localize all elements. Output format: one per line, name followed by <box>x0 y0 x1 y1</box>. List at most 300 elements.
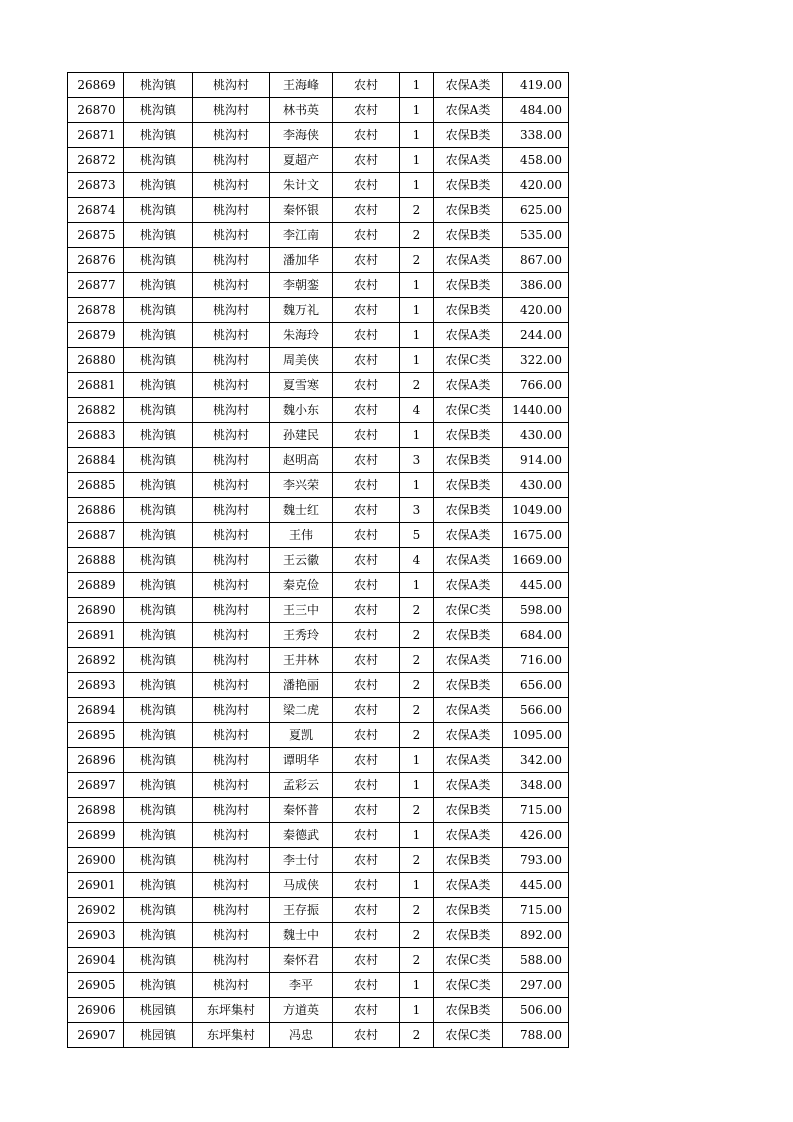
cell-village: 桃沟村 <box>193 348 270 373</box>
cell-town: 桃沟镇 <box>124 823 193 848</box>
table-row <box>68 673 569 698</box>
cell-amount: 716.00 <box>503 648 569 673</box>
cell-name: 王伟 <box>270 523 333 548</box>
cell-town: 桃沟镇 <box>124 898 193 923</box>
cell-category: 农保A类 <box>434 698 503 723</box>
cell-category: 农保A类 <box>434 823 503 848</box>
cell-amount: 420.00 <box>503 298 569 323</box>
cell-village: 桃沟村 <box>193 748 270 773</box>
cell-amount: 430.00 <box>503 423 569 448</box>
cell-id: 26894 <box>68 698 124 723</box>
cell-category: 农保C类 <box>434 348 503 373</box>
cell-type: 农村 <box>333 773 400 798</box>
cell-category: 农保A类 <box>434 523 503 548</box>
table-row <box>68 748 569 773</box>
cell-village: 桃沟村 <box>193 973 270 998</box>
cell-town: 桃沟镇 <box>124 398 193 423</box>
cell-category: 农保B类 <box>434 498 503 523</box>
cell-count: 2 <box>400 723 434 748</box>
cell-name: 李士付 <box>270 848 333 873</box>
cell-count: 3 <box>400 498 434 523</box>
cell-name: 周美侠 <box>270 348 333 373</box>
cell-amount: 588.00 <box>503 948 569 973</box>
cell-village: 桃沟村 <box>193 373 270 398</box>
cell-id: 26900 <box>68 848 124 873</box>
cell-type: 农村 <box>333 898 400 923</box>
cell-village: 桃沟村 <box>193 573 270 598</box>
cell-id: 26885 <box>68 473 124 498</box>
cell-id: 26876 <box>68 248 124 273</box>
cell-count: 1 <box>400 348 434 373</box>
cell-village: 桃沟村 <box>193 473 270 498</box>
cell-name: 潘艳丽 <box>270 673 333 698</box>
cell-name: 魏小东 <box>270 398 333 423</box>
cell-village: 桃沟村 <box>193 398 270 423</box>
cell-id: 26883 <box>68 423 124 448</box>
cell-category: 农保A类 <box>434 648 503 673</box>
cell-amount: 426.00 <box>503 823 569 848</box>
cell-village: 桃沟村 <box>193 823 270 848</box>
cell-category: 农保C类 <box>434 973 503 998</box>
cell-name: 王存振 <box>270 898 333 923</box>
cell-count: 2 <box>400 848 434 873</box>
cell-count: 5 <box>400 523 434 548</box>
cell-count: 2 <box>400 648 434 673</box>
cell-village: 桃沟村 <box>193 98 270 123</box>
cell-town: 桃沟镇 <box>124 673 193 698</box>
table-row <box>68 273 569 298</box>
cell-category: 农保C类 <box>434 1023 503 1048</box>
cell-id: 26901 <box>68 873 124 898</box>
cell-type: 农村 <box>333 323 400 348</box>
cell-id: 26892 <box>68 648 124 673</box>
cell-name: 朱计文 <box>270 173 333 198</box>
cell-count: 1 <box>400 123 434 148</box>
cell-type: 农村 <box>333 723 400 748</box>
cell-town: 桃沟镇 <box>124 223 193 248</box>
cell-town: 桃沟镇 <box>124 173 193 198</box>
cell-amount: 297.00 <box>503 973 569 998</box>
cell-town: 桃沟镇 <box>124 373 193 398</box>
cell-type: 农村 <box>333 948 400 973</box>
cell-type: 农村 <box>333 973 400 998</box>
cell-name: 秦怀君 <box>270 948 333 973</box>
cell-count: 4 <box>400 548 434 573</box>
cell-type: 农村 <box>333 73 400 98</box>
cell-count: 1 <box>400 873 434 898</box>
cell-type: 农村 <box>333 748 400 773</box>
cell-town: 桃园镇 <box>124 998 193 1023</box>
cell-amount: 715.00 <box>503 898 569 923</box>
table-row <box>68 848 569 873</box>
cell-village: 桃沟村 <box>193 723 270 748</box>
cell-town: 桃沟镇 <box>124 698 193 723</box>
cell-type: 农村 <box>333 673 400 698</box>
cell-category: 农保A类 <box>434 373 503 398</box>
cell-category: 农保B类 <box>434 473 503 498</box>
cell-category: 农保B类 <box>434 198 503 223</box>
cell-count: 1 <box>400 298 434 323</box>
cell-name: 魏士红 <box>270 498 333 523</box>
cell-id: 26891 <box>68 623 124 648</box>
cell-type: 农村 <box>333 798 400 823</box>
cell-count: 1 <box>400 973 434 998</box>
cell-type: 农村 <box>333 198 400 223</box>
table-row <box>68 873 569 898</box>
cell-town: 桃沟镇 <box>124 498 193 523</box>
cell-category: 农保A类 <box>434 148 503 173</box>
cell-count: 1 <box>400 748 434 773</box>
cell-village: 桃沟村 <box>193 948 270 973</box>
table-row <box>68 373 569 398</box>
table-row <box>68 123 569 148</box>
table-row <box>68 773 569 798</box>
cell-count: 2 <box>400 373 434 398</box>
cell-village: 桃沟村 <box>193 523 270 548</box>
cell-category: 农保A类 <box>434 748 503 773</box>
cell-type: 农村 <box>333 998 400 1023</box>
cell-id: 26886 <box>68 498 124 523</box>
cell-village: 桃沟村 <box>193 423 270 448</box>
table-row <box>68 198 569 223</box>
cell-town: 桃沟镇 <box>124 873 193 898</box>
cell-type: 农村 <box>333 1023 400 1048</box>
cell-id: 26877 <box>68 273 124 298</box>
cell-amount: 419.00 <box>503 73 569 98</box>
cell-count: 1 <box>400 423 434 448</box>
table-row <box>68 298 569 323</box>
cell-town: 桃沟镇 <box>124 298 193 323</box>
cell-category: 农保A类 <box>434 548 503 573</box>
cell-type: 农村 <box>333 148 400 173</box>
cell-village: 桃沟村 <box>193 498 270 523</box>
cell-amount: 342.00 <box>503 748 569 773</box>
cell-id: 26872 <box>68 148 124 173</box>
cell-count: 1 <box>400 173 434 198</box>
cell-amount: 244.00 <box>503 323 569 348</box>
cell-village: 桃沟村 <box>193 673 270 698</box>
cell-amount: 386.00 <box>503 273 569 298</box>
table-row <box>68 148 569 173</box>
cell-name: 李江南 <box>270 223 333 248</box>
cell-town: 桃沟镇 <box>124 523 193 548</box>
table-row <box>68 248 569 273</box>
cell-id: 26869 <box>68 73 124 98</box>
cell-name: 赵明高 <box>270 448 333 473</box>
cell-type: 农村 <box>333 598 400 623</box>
cell-amount: 566.00 <box>503 698 569 723</box>
cell-town: 桃沟镇 <box>124 348 193 373</box>
cell-village: 桃沟村 <box>193 123 270 148</box>
cell-amount: 1440.00 <box>503 398 569 423</box>
cell-town: 桃沟镇 <box>124 773 193 798</box>
cell-type: 农村 <box>333 98 400 123</box>
cell-town: 桃沟镇 <box>124 798 193 823</box>
table-row <box>68 798 569 823</box>
table-row <box>68 323 569 348</box>
cell-type: 农村 <box>333 448 400 473</box>
cell-name: 王秀玲 <box>270 623 333 648</box>
cell-village: 桃沟村 <box>193 248 270 273</box>
cell-count: 2 <box>400 623 434 648</box>
cell-name: 秦怀银 <box>270 198 333 223</box>
cell-type: 农村 <box>333 248 400 273</box>
table-row <box>68 948 569 973</box>
cell-name: 秦克俭 <box>270 573 333 598</box>
cell-village: 桃沟村 <box>193 623 270 648</box>
table-row <box>68 423 569 448</box>
cell-town: 桃沟镇 <box>124 123 193 148</box>
cell-name: 林书英 <box>270 98 333 123</box>
cell-village: 东坪集村 <box>193 1023 270 1048</box>
cell-id: 26897 <box>68 773 124 798</box>
cell-village: 桃沟村 <box>193 698 270 723</box>
cell-count: 1 <box>400 998 434 1023</box>
cell-count: 1 <box>400 73 434 98</box>
cell-count: 2 <box>400 1023 434 1048</box>
cell-amount: 625.00 <box>503 198 569 223</box>
cell-name: 王井林 <box>270 648 333 673</box>
cell-count: 1 <box>400 273 434 298</box>
cell-village: 桃沟村 <box>193 848 270 873</box>
cell-village: 桃沟村 <box>193 323 270 348</box>
cell-category: 农保A类 <box>434 73 503 98</box>
cell-name: 冯忠 <box>270 1023 333 1048</box>
cell-category: 农保B类 <box>434 798 503 823</box>
cell-category: 农保A类 <box>434 248 503 273</box>
cell-id: 26902 <box>68 898 124 923</box>
cell-type: 农村 <box>333 873 400 898</box>
cell-village: 桃沟村 <box>193 148 270 173</box>
cell-amount: 1095.00 <box>503 723 569 748</box>
cell-village: 桃沟村 <box>193 548 270 573</box>
cell-type: 农村 <box>333 698 400 723</box>
cell-amount: 430.00 <box>503 473 569 498</box>
cell-village: 东坪集村 <box>193 998 270 1023</box>
cell-village: 桃沟村 <box>193 223 270 248</box>
cell-amount: 445.00 <box>503 873 569 898</box>
cell-town: 桃沟镇 <box>124 748 193 773</box>
table-row <box>68 898 569 923</box>
cell-town: 桃沟镇 <box>124 548 193 573</box>
table-row <box>68 348 569 373</box>
cell-id: 26887 <box>68 523 124 548</box>
cell-village: 桃沟村 <box>193 923 270 948</box>
cell-village: 桃沟村 <box>193 298 270 323</box>
cell-count: 1 <box>400 773 434 798</box>
cell-count: 2 <box>400 598 434 623</box>
cell-count: 1 <box>400 573 434 598</box>
cell-amount: 1669.00 <box>503 548 569 573</box>
cell-type: 农村 <box>333 423 400 448</box>
table-row <box>68 223 569 248</box>
table-row <box>68 698 569 723</box>
cell-id: 26895 <box>68 723 124 748</box>
cell-count: 2 <box>400 673 434 698</box>
cell-category: 农保B类 <box>434 423 503 448</box>
cell-type: 农村 <box>333 223 400 248</box>
cell-name: 魏万礼 <box>270 298 333 323</box>
cell-town: 桃沟镇 <box>124 273 193 298</box>
table-row <box>68 523 569 548</box>
table-row <box>68 998 569 1023</box>
cell-id: 26870 <box>68 98 124 123</box>
cell-id: 26889 <box>68 573 124 598</box>
cell-type: 农村 <box>333 848 400 873</box>
cell-name: 秦怀普 <box>270 798 333 823</box>
cell-village: 桃沟村 <box>193 873 270 898</box>
cell-type: 农村 <box>333 648 400 673</box>
cell-id: 26893 <box>68 673 124 698</box>
cell-name: 孟彩云 <box>270 773 333 798</box>
cell-count: 2 <box>400 698 434 723</box>
cell-count: 1 <box>400 823 434 848</box>
cell-amount: 338.00 <box>503 123 569 148</box>
cell-amount: 766.00 <box>503 373 569 398</box>
cell-town: 桃沟镇 <box>124 923 193 948</box>
table-row <box>68 648 569 673</box>
table-row <box>68 98 569 123</box>
cell-name: 李海侠 <box>270 123 333 148</box>
table-row <box>68 448 569 473</box>
cell-town: 桃沟镇 <box>124 948 193 973</box>
cell-village: 桃沟村 <box>193 798 270 823</box>
cell-amount: 656.00 <box>503 673 569 698</box>
cell-category: 农保B类 <box>434 123 503 148</box>
cell-id: 26879 <box>68 323 124 348</box>
table-row <box>68 398 569 423</box>
cell-category: 农保B类 <box>434 998 503 1023</box>
cell-count: 1 <box>400 473 434 498</box>
cell-category: 农保B类 <box>434 448 503 473</box>
cell-category: 农保C类 <box>434 948 503 973</box>
cell-amount: 535.00 <box>503 223 569 248</box>
cell-town: 桃沟镇 <box>124 148 193 173</box>
cell-town: 桃沟镇 <box>124 573 193 598</box>
cell-amount: 506.00 <box>503 998 569 1023</box>
cell-type: 农村 <box>333 398 400 423</box>
table-row <box>68 73 569 98</box>
cell-id: 26890 <box>68 598 124 623</box>
table-row <box>68 623 569 648</box>
cell-id: 26896 <box>68 748 124 773</box>
table-row <box>68 498 569 523</box>
cell-id: 26871 <box>68 123 124 148</box>
cell-village: 桃沟村 <box>193 448 270 473</box>
cell-village: 桃沟村 <box>193 73 270 98</box>
cell-type: 农村 <box>333 273 400 298</box>
cell-name: 夏雪寒 <box>270 373 333 398</box>
cell-name: 李朝銮 <box>270 273 333 298</box>
table-row <box>68 723 569 748</box>
cell-id: 26878 <box>68 298 124 323</box>
cell-name: 李平 <box>270 973 333 998</box>
cell-count: 2 <box>400 923 434 948</box>
table-body <box>68 73 569 1048</box>
cell-id: 26903 <box>68 923 124 948</box>
cell-id: 26874 <box>68 198 124 223</box>
table-row <box>68 823 569 848</box>
table-row <box>68 598 569 623</box>
cell-amount: 793.00 <box>503 848 569 873</box>
cell-amount: 484.00 <box>503 98 569 123</box>
cell-amount: 348.00 <box>503 773 569 798</box>
cell-town: 桃沟镇 <box>124 98 193 123</box>
cell-category: 农保C类 <box>434 398 503 423</box>
cell-category: 农保A类 <box>434 98 503 123</box>
table-row <box>68 548 569 573</box>
cell-type: 农村 <box>333 348 400 373</box>
cell-village: 桃沟村 <box>193 598 270 623</box>
cell-count: 1 <box>400 323 434 348</box>
cell-type: 农村 <box>333 623 400 648</box>
cell-amount: 867.00 <box>503 248 569 273</box>
cell-town: 桃沟镇 <box>124 473 193 498</box>
cell-amount: 420.00 <box>503 173 569 198</box>
cell-name: 朱海玲 <box>270 323 333 348</box>
cell-type: 农村 <box>333 573 400 598</box>
table-row <box>68 973 569 998</box>
cell-amount: 598.00 <box>503 598 569 623</box>
cell-id: 26906 <box>68 998 124 1023</box>
cell-category: 农保B类 <box>434 848 503 873</box>
cell-count: 1 <box>400 148 434 173</box>
cell-count: 2 <box>400 798 434 823</box>
cell-count: 2 <box>400 223 434 248</box>
cell-town: 桃沟镇 <box>124 448 193 473</box>
cell-town: 桃沟镇 <box>124 598 193 623</box>
cell-id: 26888 <box>68 548 124 573</box>
cell-count: 2 <box>400 198 434 223</box>
cell-type: 农村 <box>333 523 400 548</box>
cell-name: 王三中 <box>270 598 333 623</box>
cell-type: 农村 <box>333 373 400 398</box>
cell-id: 26898 <box>68 798 124 823</box>
cell-town: 桃沟镇 <box>124 198 193 223</box>
cell-type: 农村 <box>333 473 400 498</box>
cell-category: 农保B类 <box>434 898 503 923</box>
cell-id: 26880 <box>68 348 124 373</box>
cell-id: 26907 <box>68 1023 124 1048</box>
cell-town: 桃沟镇 <box>124 248 193 273</box>
cell-town: 桃沟镇 <box>124 648 193 673</box>
cell-name: 方道英 <box>270 998 333 1023</box>
cell-name: 马成侠 <box>270 873 333 898</box>
cell-category: 农保A类 <box>434 773 503 798</box>
cell-category: 农保B类 <box>434 173 503 198</box>
cell-village: 桃沟村 <box>193 273 270 298</box>
cell-amount: 1049.00 <box>503 498 569 523</box>
cell-town: 桃沟镇 <box>124 323 193 348</box>
cell-amount: 892.00 <box>503 923 569 948</box>
table-row <box>68 573 569 598</box>
cell-village: 桃沟村 <box>193 648 270 673</box>
cell-town: 桃园镇 <box>124 1023 193 1048</box>
cell-category: 农保A类 <box>434 873 503 898</box>
cell-type: 农村 <box>333 123 400 148</box>
cell-town: 桃沟镇 <box>124 848 193 873</box>
cell-type: 农村 <box>333 548 400 573</box>
cell-category: 农保A类 <box>434 573 503 598</box>
cell-id: 26881 <box>68 373 124 398</box>
cell-amount: 458.00 <box>503 148 569 173</box>
cell-category: 农保B类 <box>434 673 503 698</box>
cell-town: 桃沟镇 <box>124 73 193 98</box>
cell-town: 桃沟镇 <box>124 423 193 448</box>
cell-amount: 1675.00 <box>503 523 569 548</box>
cell-count: 2 <box>400 948 434 973</box>
cell-amount: 914.00 <box>503 448 569 473</box>
